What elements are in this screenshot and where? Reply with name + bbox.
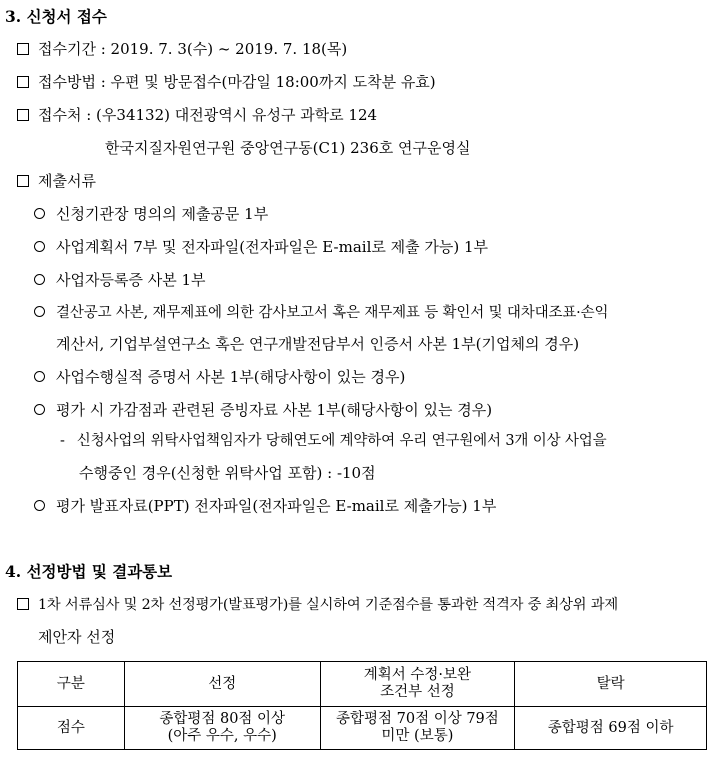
row-label: 점수 [18, 707, 125, 750]
cell-rejected: 종합평점 69점 이하 [515, 707, 707, 750]
header-category: 구분 [18, 662, 125, 707]
sub-text: 신청사업의 위탁사업책임자가 당해연도에 계약하여 우리 연구원에서 3개 이상 사업을 [76, 433, 607, 449]
circle-bullet-icon [34, 404, 45, 415]
method-item [17, 72, 436, 92]
period-item [17, 39, 347, 59]
doc-text: 평가 발표자료(PPT) 전자파일(전자파일은 E-mail로 제출가능) 1부 [56, 497, 497, 515]
circle-bullet-icon [34, 208, 45, 219]
doc-item [34, 237, 488, 257]
period-text: 접수기간 : 2019. 7. 3(수) ~ 2019. 7. 18(목) [38, 40, 348, 58]
header-selected: 선정 [124, 662, 320, 707]
address-text: 접수처 : (우34132) 대전광역시 유성구 과학로 124 [38, 106, 378, 124]
selection-text: 1차 서류심사 및 2차 선정평가(발표평가)를 실시하여 기준점수를 통과한 적격자 중 최상위 과제 [38, 597, 618, 613]
checkbox-icon [17, 76, 29, 88]
dash-bullet: - [60, 433, 65, 449]
circle-bullet-icon [34, 500, 45, 511]
address-item [17, 105, 377, 125]
cell-selected: 종합평점 80점 이상 (아주 우수, 우수) [124, 707, 320, 750]
doc-item [34, 367, 405, 387]
doc-text: 평가 시 가감점과 관련된 증빙자료 사본 1부(해당사항이 있는 경우) [56, 401, 493, 419]
table-row [18, 707, 707, 750]
address-line2: 한국지질자원연구원 중앙연구동(C1) 236호 연구운영실 [105, 139, 471, 157]
section3-title: 3. 신청서 접수 [5, 7, 107, 26]
doc-text: 사업자등록증 사본 1부 [56, 271, 206, 289]
circle-bullet-icon [34, 241, 45, 252]
doc-text: 사업수행실적 증명서 사본 1부(해당사항이 있는 경우) [56, 368, 406, 386]
selection-item [17, 595, 618, 615]
doc-continuation: 계산서, 기업부설연구소 혹은 연구개발전담부서 인증서 사본 1부(기업체의 경우) [56, 335, 580, 353]
doc-item [34, 270, 206, 290]
checkbox-icon [17, 43, 29, 55]
doc-item [34, 303, 608, 323]
circle-bullet-icon [34, 306, 45, 317]
doc-item [34, 400, 492, 420]
checkbox-icon [17, 175, 29, 187]
method-text: 접수방법 : 우편 및 방문접수(마감일 18:00까지 도착분 유효) [38, 73, 436, 91]
header-conditional: 계획서 수정·보완 조건부 선정 [320, 662, 515, 707]
circle-bullet-icon [34, 371, 45, 382]
docs-item [17, 171, 96, 191]
circle-bullet-icon [34, 274, 45, 285]
result-table [17, 661, 707, 750]
cell-conditional: 종합평점 70점 이상 79점 미만 (보통) [320, 707, 515, 750]
selection-line2: 제안자 선정 [38, 628, 116, 646]
doc-item [34, 204, 268, 224]
sub-item [60, 431, 607, 451]
sub-continuation: 수행중인 경우(신청한 위탁사업 포함) : -10점 [79, 464, 376, 482]
section4-title: 4. 선정방법 및 결과통보 [5, 562, 173, 581]
checkbox-icon [17, 598, 29, 610]
header-rejected: 탈락 [515, 662, 707, 707]
checkbox-icon [17, 109, 29, 121]
doc-text: 결산공고 사본, 재무제표에 의한 감사보고서 혹은 재무제표 등 확인서 및 대차대조표·손익 [56, 305, 609, 321]
table-header-row [18, 662, 707, 707]
docs-title: 제출서류 [38, 172, 96, 190]
doc-item [34, 496, 496, 516]
doc-text: 사업계획서 7부 및 전자파일(전자파일은 E-mail로 제출 가능) 1부 [56, 238, 489, 256]
doc-text: 신청기관장 명의의 제출공문 1부 [56, 205, 269, 223]
